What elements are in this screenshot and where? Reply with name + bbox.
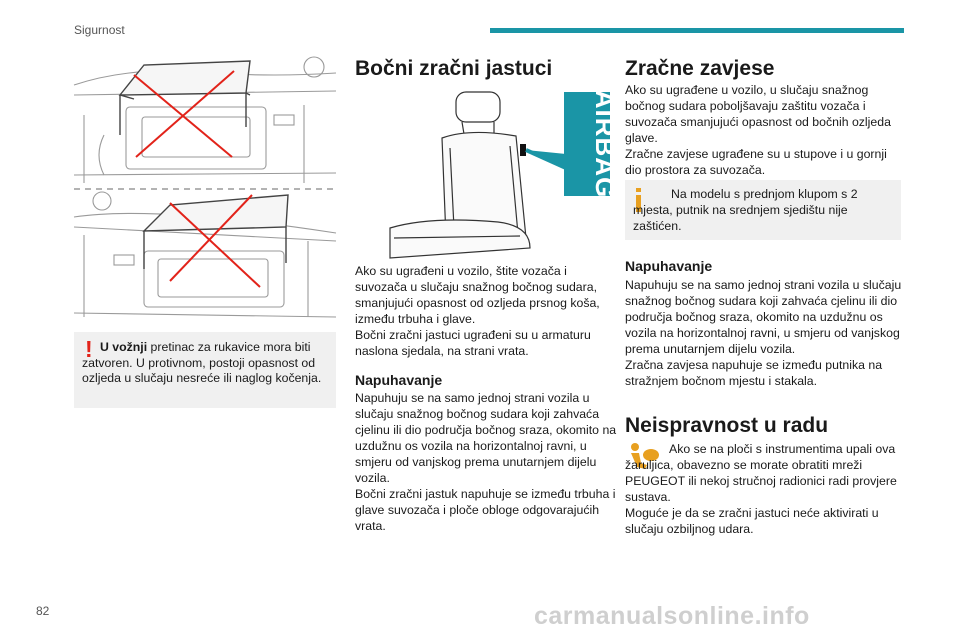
curtains-info xyxy=(625,180,901,240)
header-accent-bar xyxy=(490,28,904,33)
page-number: 82 xyxy=(36,604,50,618)
airbag-label: AIRBAG xyxy=(590,89,620,199)
seat-airbag-illustration xyxy=(370,88,620,260)
glovebox-warning xyxy=(74,332,336,408)
side-inflation-title: Napuhavanje xyxy=(355,372,443,388)
watermark: carmanualsonline.info xyxy=(534,602,810,630)
side-airbags-title: Bočni zračni jastuci xyxy=(355,57,553,80)
warning-icon: ! xyxy=(85,336,93,362)
curtains-intro: Ako su ugrađene u vozilo, u slučaju snažnog bočnog sudara poboljšavaju zaštitu vozača i suvozača smanjujući opasnost od bočnih ozljeda glave. Zračne zavjese ugrađene su u stupove i u gornji dio prostora za suvozača. xyxy=(625,83,891,177)
side-airbags-intro: Ako su ugrađeni u vozilo, štite vozača i suvozača u slučaju snažnog bočnog sudara, smanjujući opasnost od ozljeda prsnog koša, između trbuha i glave. Bočni zračni jastuci ugrađeni su u armaturu naslona sjedala, na strani vrata. xyxy=(355,264,600,358)
glovebox-warning-text: U vožnji pretinac za rukavice mora biti zatvoren. U protivnom, postoji opasnost od ozljeda u slučaju nesreće ili naglog kočenja. xyxy=(82,340,322,385)
curtain-inflation-text: Napuhuju se na samo jednoj strani vozila u slučaju snažnog bočnog sudara koji zahvaća cjelinu ili dio područja bočnog sraza, okomito na uzdužnu os vozila na horizontalnoj ravni, u smjeru od vanjskog prema unutarnjem dijelu vozila. Zračna zavjesa napuhuje se između putnika na stražnjem bočnom mjestu i stakala. xyxy=(625,278,902,388)
side-inflation-text: Napuhuju se na samo jednoj strani vozila u slučaju snažnog bočnog sudara koji zahvaća cjelinu ili dio područja bočnog sraza, okomito na uzdužnu os vozila na horizontalnoj ravni, u smjeru od vanjskog prema unutarnjem dijelu vozila. Bočni zračni jastuk napuhuje se između trbuha i glave suvozača i ploče obloge odgovarajućih vrata. xyxy=(355,391,617,533)
curtains-info-text: Na modelu s prednjom klupom s 2 mjesta, putnik na srednjem sjedištu nije zaštićen. xyxy=(633,187,858,233)
fault-title: Neispravnost u radu xyxy=(625,414,829,437)
section-label: Sigurnost xyxy=(74,23,125,37)
curtains-title: Zračne zavjese xyxy=(625,57,775,80)
fault-text: Ako se na ploči s instrumentima upali ova žaruljica, obavezno se morate obratiti mreži PEUGEOT ili nekoj stručnoj radionici radi provjere sustava. Moguće je da se zračni jastuci neće aktivirati u slučaju ozbiljnog udara. xyxy=(625,442,897,536)
curtain-inflation-title: Napuhavanje xyxy=(625,258,713,274)
glovebox-illustration xyxy=(74,55,336,323)
